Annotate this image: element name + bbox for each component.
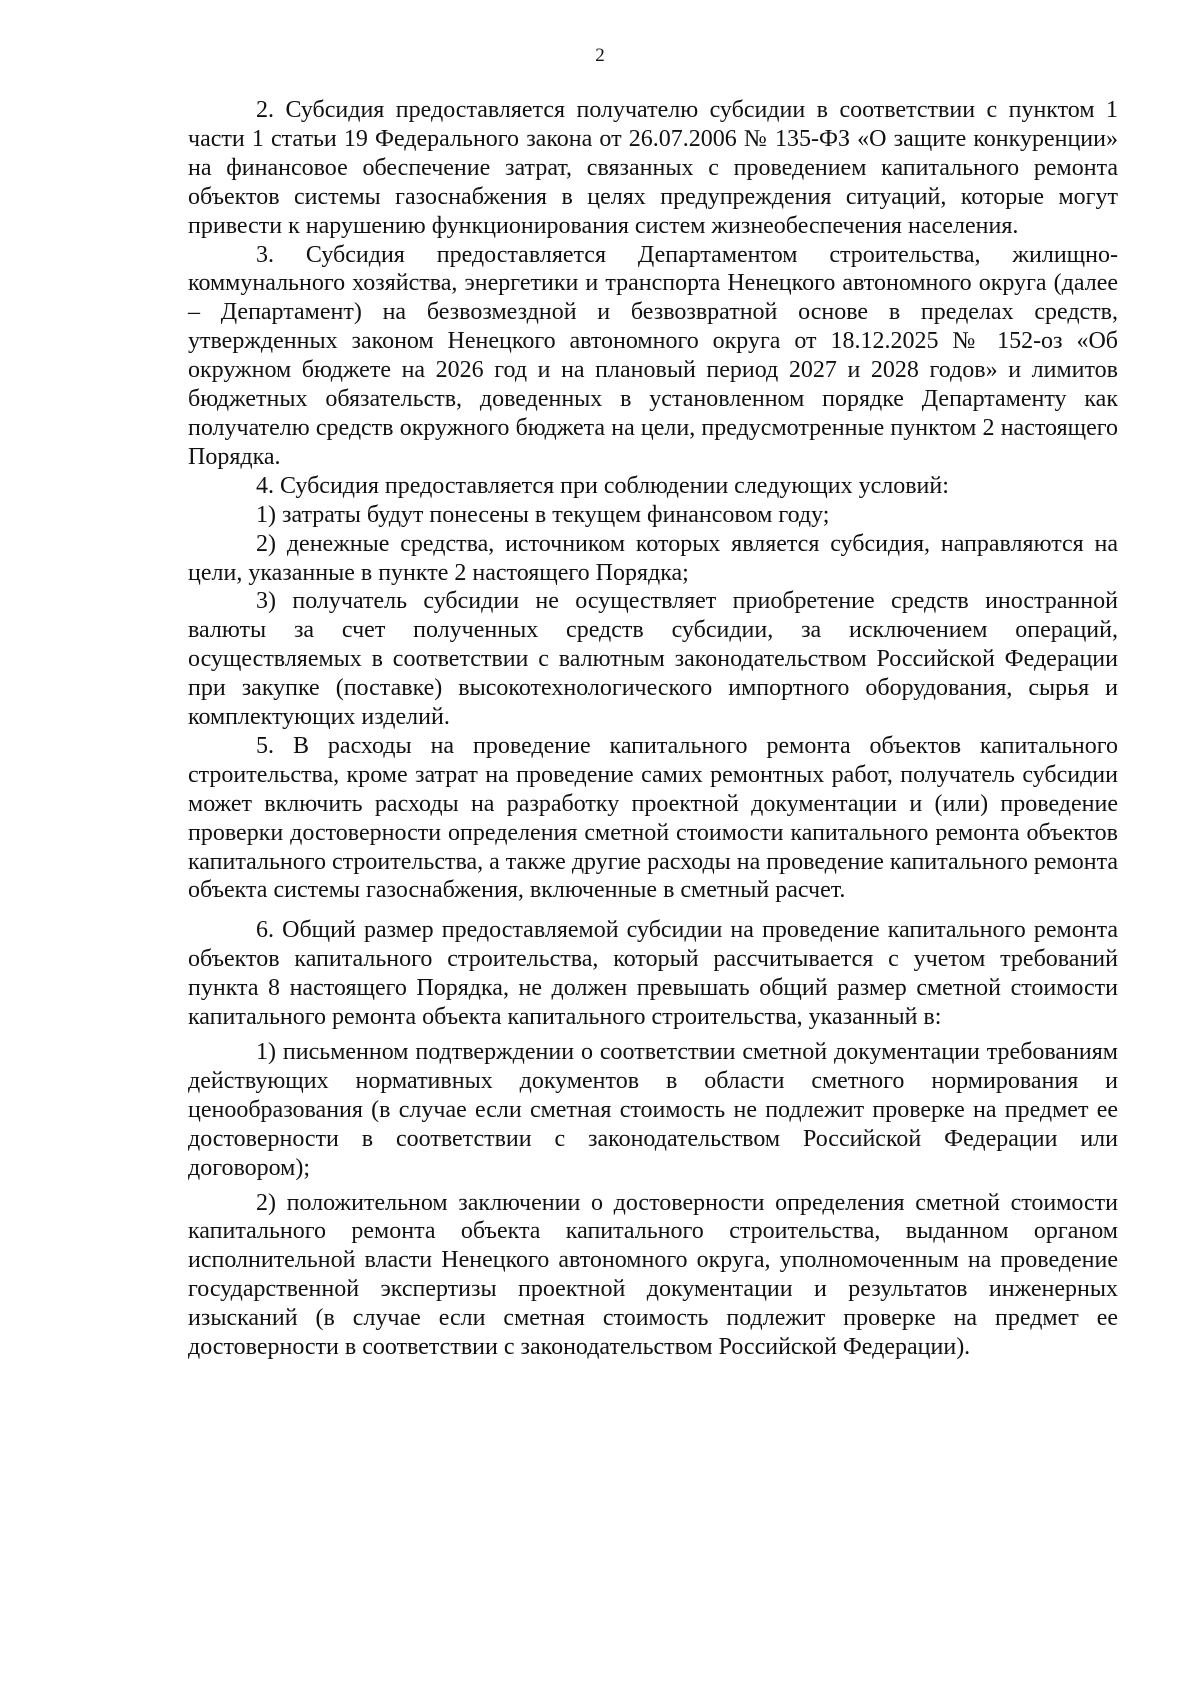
page-number: 2 [595, 45, 605, 66]
condition-item-3: 3) получатель субсидии не осуществляет приобретение средств иностранной валюты за счет полученных средств субсидии, за исключением операций, осуществляемых в соответствии с валютным законодательством Российской Федерации при закупке (поставке) высокотехнологического импортного оборудования, сырья и комплектующих изделий. [188, 588, 1118, 731]
paragraph-5-expenses: 5. В расходы на проведение капитального ремонта объектов капитального строительства, кроме затрат на проведение самих ремонтных работ, получатель субсидии может включить расходы на разработку проектной документации и (или) проведение проверки достоверности определения сметной стоимости капитального ремонта объектов капитального строительства, а также другие расходы на проведение капитального ремонта объекта системы газоснабжения, включенные в сметный расчет. [188, 732, 1118, 904]
subsidy-size-item-1: 1) письменном подтверждении о соответствии сметной документации требованиям действующих нормативных документов в области сметного нормирования и ценообразования (в случае если сметная стоимость не подлежит проверке на предмет ее достоверности в соответствии с законодательством Российской Федерации или договором); [188, 1039, 1118, 1181]
paragraph-3-subsidy-provider: 3. Субсидия предоставляется Департаментом строительства, жилищно-коммунального хозяйства, энергетики и транспорта Ненецкого автономного округа (далее – Департамент) на безвозмездной и безвозвратной основе в пределах средств, утвержденных законом Ненецкого автономного округа от 18.12.2025 № 152-оз «Об окружном бюджете на 2026 год и на плановый период 2027 и 2028 годов» и лимитов бюджетных обязательств, доведенных в установленном порядке Департаменту как получателю средств окружного бюджета на цели, предусмотренные пунктом 2 настоящего Порядка. [188, 241, 1118, 470]
paragraph-4-conditions: 4. Субсидия предоставляется при соблюдении следующих условий: [256, 472, 949, 499]
condition-item-2: 2) денежные средства, источником которых является субсидия, направляются на цели, указанные в пункте 2 настоящего Порядка; [188, 530, 1118, 586]
paragraph-6-subsidy-size: 6. Общий размер предоставляемой субсидии на проведение капитального ремонта объектов капитального строительства, который рассчитывается с учетом требований пункта 8 настоящего Порядка, не должен превышать общий размер сметной стоимости капитального ремонта объекта капитального строительства, указанный в: [188, 917, 1118, 1031]
paragraph-2-subsidy-purpose: 2. Субсидия предоставляется получателю субсидии в соответствии с пунктом 1 части 1 статьи 19 Федерального закона от 26.07.2006 № 135-ФЗ «О защите конкуренции» на финансовое обеспечение затрат, связанных с проведением капитального ремонта объектов системы газоснабжения в целях предупреждения ситуаций, которые могут привести к нарушению функционирования систем жизнеобеспечения населения. [188, 97, 1118, 239]
subsidy-size-item-2: 2) положительном заключении о достоверности определения сметной стоимости капитального ремонта объекта капитального строительства, выданном органом исполнительной власти Ненецкого автономного округа, уполномоченным на проведение государственной экспертизы проектной документации и результатов инженерных изысканий (в случае если сметная стоимость подлежит проверке на предмет ее достоверности в соответствии с законодательством Российской Федерации). [188, 1189, 1118, 1361]
document-body [188, 96, 1118, 1362]
condition-item-1: 1) затраты будут понесены в текущем финансовом году; [256, 501, 830, 528]
